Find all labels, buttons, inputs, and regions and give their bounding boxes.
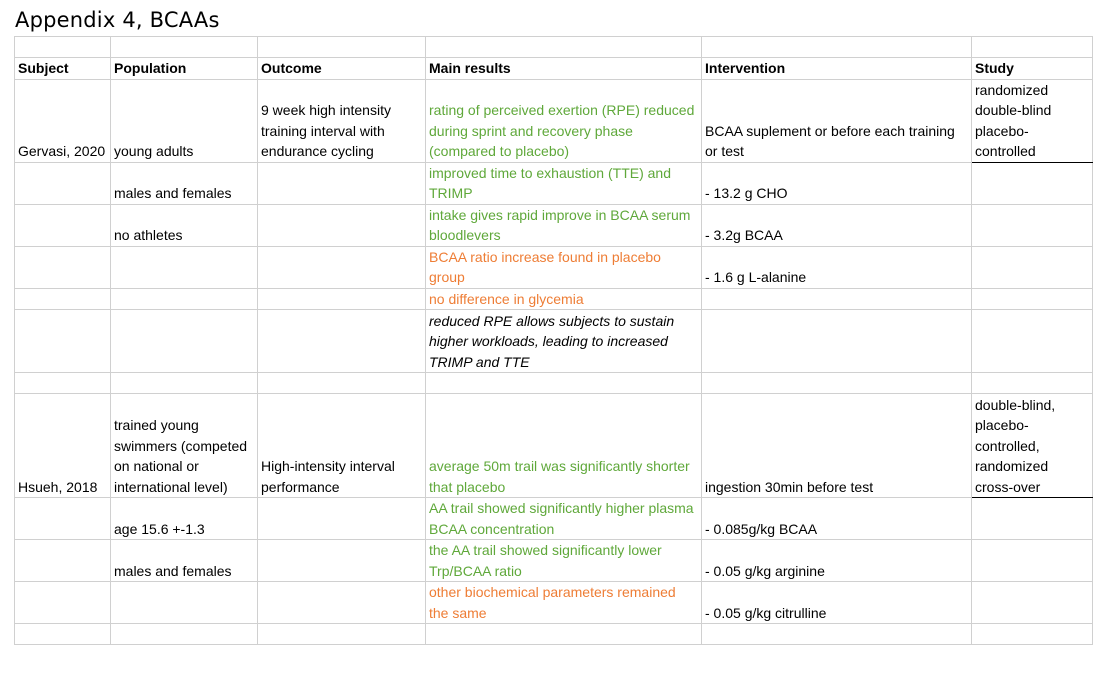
results-table bbox=[14, 36, 1093, 645]
header-subject: Subject bbox=[15, 58, 111, 80]
result-cell: reduced RPE allows subjects to sustain higher workloads, leading to increased TRIMP and TTE bbox=[426, 310, 702, 373]
table-row bbox=[15, 394, 1093, 498]
result-cell: AA trail showed significantly higher plasma BCAA concentration bbox=[426, 498, 702, 540]
table-row bbox=[15, 540, 1093, 582]
study-design-cell: randomized double-blind placebo-controlled bbox=[972, 79, 1093, 162]
intervention-cell: - 13.2 g CHO bbox=[702, 162, 972, 204]
page-title: Appendix 4, BCAAs bbox=[15, 8, 220, 32]
intervention-cell: - 0.05 g/kg citrulline bbox=[702, 582, 972, 624]
result-cell: rating of perceived exertion (RPE) reduced during sprint and recovery phase (compared to placebo) bbox=[426, 79, 702, 162]
result-cell: other biochemical parameters remained the same bbox=[426, 582, 702, 624]
header-row bbox=[15, 58, 1093, 80]
header-study: Study bbox=[972, 58, 1093, 80]
table-row bbox=[15, 246, 1093, 288]
table-row bbox=[15, 288, 1093, 310]
intervention-cell: - 0.05 g/kg arginine bbox=[702, 540, 972, 582]
spacer-row bbox=[15, 373, 1093, 394]
intervention-cell: BCAA suplement or before each training or test bbox=[702, 79, 972, 162]
header-outcome: Outcome bbox=[258, 58, 426, 80]
study-design-cell: double-blind, placebo-controlled, randomized cross-over bbox=[972, 394, 1093, 498]
result-cell: the AA trail showed significantly lower Trp/BCAA ratio bbox=[426, 540, 702, 582]
intervention-cell: - 0.085g/kg BCAA bbox=[702, 498, 972, 540]
intervention-cell: ingestion 30min before test bbox=[702, 394, 972, 498]
result-cell: average 50m trail was significantly shorter that placebo bbox=[426, 394, 702, 498]
table-row bbox=[15, 204, 1093, 246]
population-cell: males and females bbox=[111, 540, 258, 582]
subject-cell: Gervasi, 2020 bbox=[15, 79, 111, 162]
spacer-row bbox=[15, 624, 1093, 645]
population-cell: trained young swimmers (competed on national or international level) bbox=[111, 394, 258, 498]
result-cell: no difference in glycemia bbox=[426, 288, 702, 310]
header-intervention: Intervention bbox=[702, 58, 972, 80]
population-cell: age 15.6 +-1.3 bbox=[111, 498, 258, 540]
outcome-cell: 9 week high intensity training interval with endurance cycling bbox=[258, 79, 426, 162]
table-row bbox=[15, 162, 1093, 204]
table-row bbox=[15, 498, 1093, 540]
table-row bbox=[15, 310, 1093, 373]
header-main-results: Main results bbox=[426, 58, 702, 80]
spacer-row bbox=[15, 37, 1093, 58]
table-row bbox=[15, 79, 1093, 162]
outcome-cell: High-intensity interval performance bbox=[258, 394, 426, 498]
subject-cell: Hsueh, 2018 bbox=[15, 394, 111, 498]
intervention-cell: - 1.6 g L-alanine bbox=[702, 246, 972, 288]
intervention-cell: - 3.2g BCAA bbox=[702, 204, 972, 246]
population-cell: no athletes bbox=[111, 204, 258, 246]
population-cell: males and females bbox=[111, 162, 258, 204]
result-cell: intake gives rapid improve in BCAA serum bloodlevers bbox=[426, 204, 702, 246]
header-population: Population bbox=[111, 58, 258, 80]
population-cell: young adults bbox=[111, 79, 258, 162]
result-cell: BCAA ratio increase found in placebo group bbox=[426, 246, 702, 288]
result-cell: improved time to exhaustion (TTE) and TRIMP bbox=[426, 162, 702, 204]
table-row bbox=[15, 582, 1093, 624]
